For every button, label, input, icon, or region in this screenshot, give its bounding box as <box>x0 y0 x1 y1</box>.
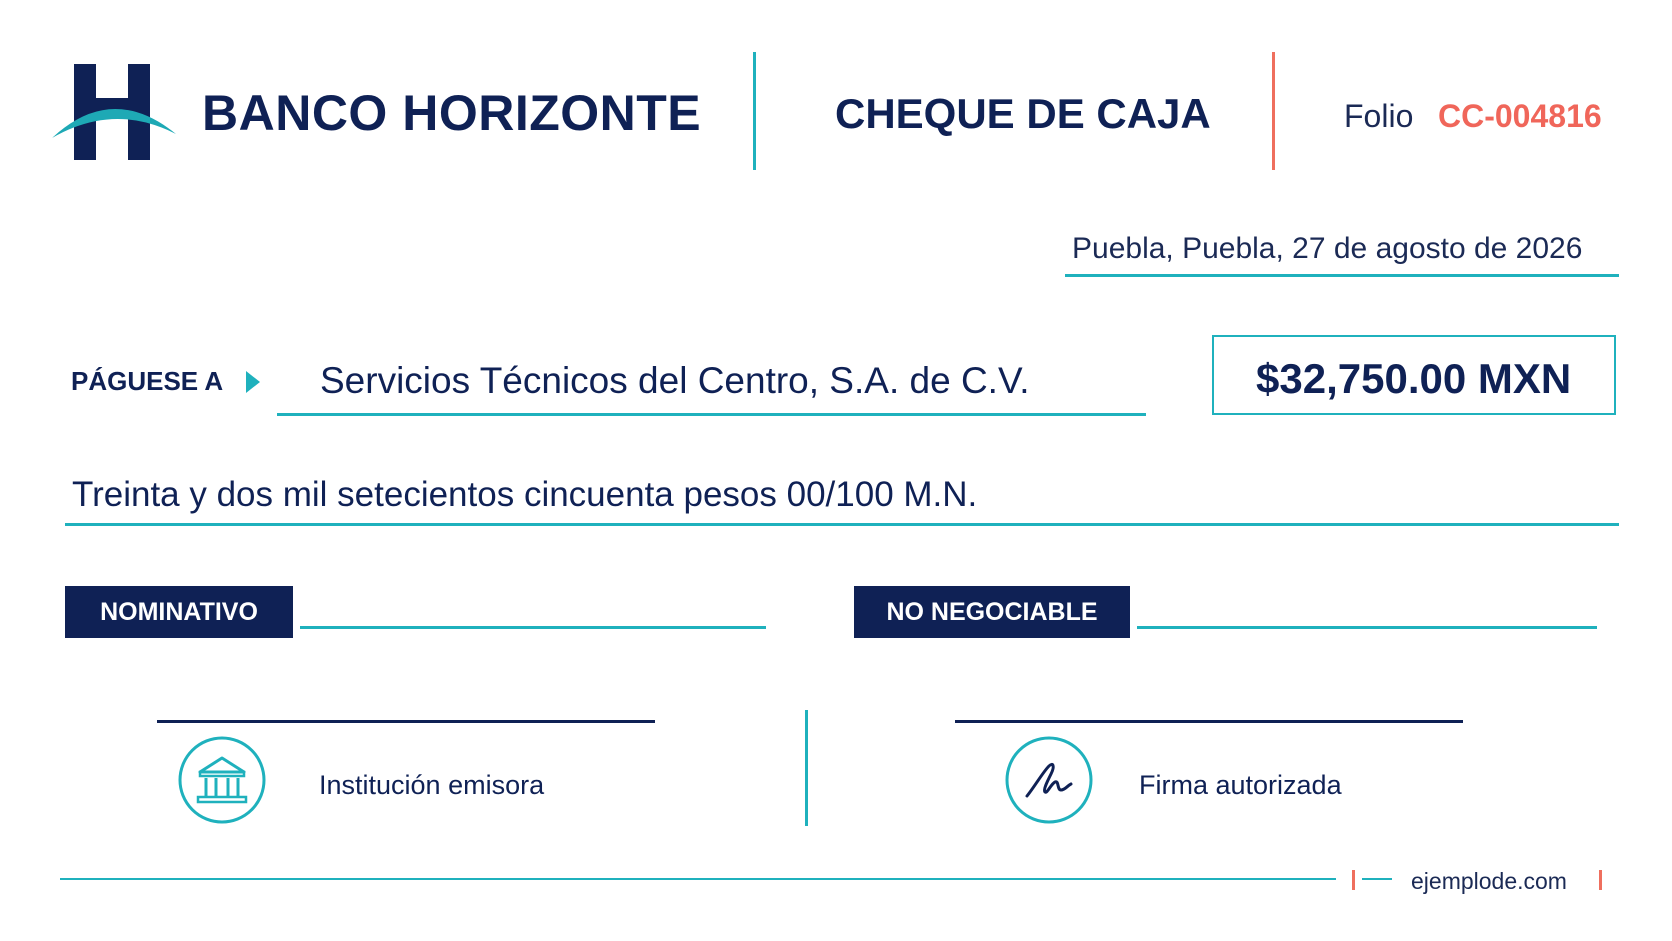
bank-building-icon <box>178 736 266 824</box>
arrow-right-icon <box>244 369 262 395</box>
place-and-date: Puebla, Puebla, 27 de agosto de 2026 <box>1072 232 1583 265</box>
nominative-line <box>300 626 766 629</box>
issuer-signature-line <box>157 720 655 723</box>
payee-label: PÁGUESE A <box>71 366 224 396</box>
non-negotiable-line <box>1137 626 1597 629</box>
signature-icon <box>1005 736 1093 824</box>
signature-divider <box>805 710 808 826</box>
bank-name: BANCO HORIZONTE <box>202 85 702 141</box>
footer-rule <box>60 878 1336 880</box>
issuer-label: Institución emisora <box>319 770 545 800</box>
folio-label: Folio <box>1344 98 1414 134</box>
amount-words-underline <box>65 523 1619 526</box>
payee-name: Servicios Técnicos del Centro, S.A. de C.V. <box>320 360 1030 401</box>
folio-number: CC-004816 <box>1438 98 1602 134</box>
footer-dash <box>1362 878 1392 880</box>
footer-website: ejemplode.com <box>1411 868 1567 894</box>
amount-in-words: Treinta y dos mil setecientos cincuenta pesos 00/100 M.N. <box>72 475 978 514</box>
footer-accent-right <box>1599 870 1602 890</box>
header-divider <box>753 52 756 170</box>
authorized-signature-label: Firma autorizada <box>1139 770 1342 800</box>
amount-figure: $32,750.00 MXN <box>1256 355 1572 402</box>
document-title: CHEQUE DE CAJA <box>835 90 1211 137</box>
date-underline <box>1065 274 1619 277</box>
nominative-badge: NOMINATIVO <box>65 586 293 638</box>
bank-logo <box>52 62 182 162</box>
footer-accent-left <box>1352 870 1355 890</box>
header-divider-accent <box>1272 52 1275 170</box>
authorized-signature-line <box>955 720 1463 723</box>
non-negotiable-badge: NO NEGOCIABLE <box>854 586 1130 638</box>
payee-underline <box>277 413 1146 416</box>
